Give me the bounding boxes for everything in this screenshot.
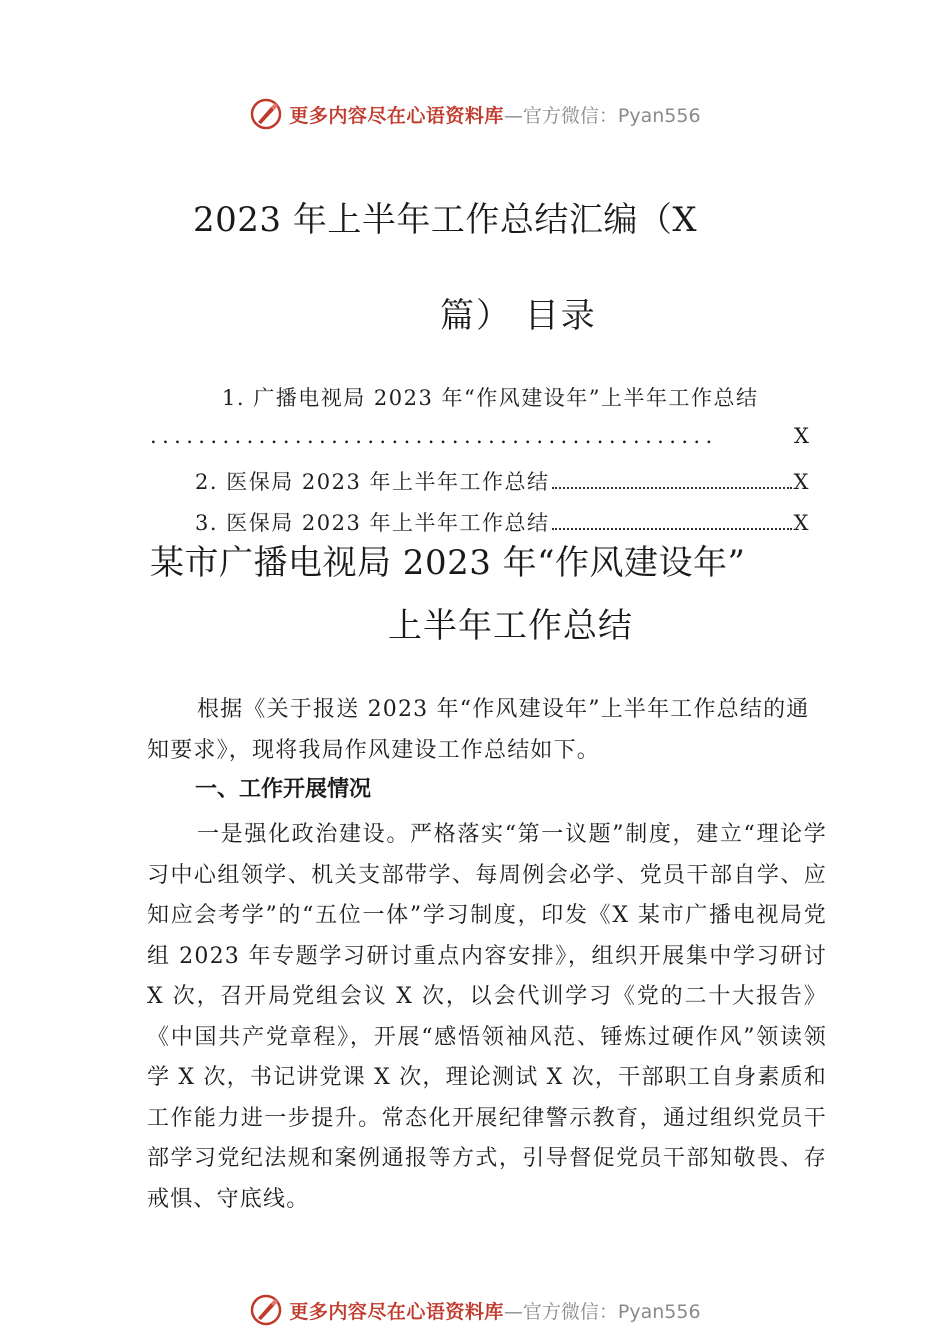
watermark-red-text: 更多内容尽在心语资料库 [289,1300,504,1323]
paragraph-political-building: 一是强化政治建设。严格落实“第一议题”制度，建立“理论学习中心组领学、机关支部带学、每周例会必学、党员干部自学、应知应会考学”的“五位一体”学习制度，印发《X 某市广播电视局党组 2023 年专题学习研讨重点内容安排》，组织开展集中学习研讨 X 次，召开局党组会议 X 次，以会代训学习《党的二十大报告》《中国共产党章程》，开展“感悟领袖风范、锤炼过硬作风”领读领学 X 次，书记讲党课 X 次，理论测试 X 次，干部职工自身素质和工作能力进一步提升。常态化开展纪律警示教育，通过组织党员干部学习党纪法规和案例通报等方式，引导督促党员干部知敬畏、存戒惧、守底线。 [147,822,827,1212]
toc-item-1-leader: ............................................... [150,424,718,448]
section-heading-1: 一、工作开展情况 [195,777,372,802]
toc-item-3-label: 3. 医保局 2023 年上半年工作总结 [195,511,550,535]
watermark-gray-text: —官方微信：Pyan556 [503,1300,701,1323]
document-title-line1: 2023 年上半年工作总结汇编（X [193,200,698,240]
watermark-gray-text: —官方微信：Pyan556 [503,104,701,127]
toc-item-3-page: X [793,511,810,535]
toc-item-2-leader [552,487,792,489]
toc-item-2[interactable] [195,466,810,496]
toc-item-3-leader [552,528,792,530]
watermark-banner-top [0,94,950,134]
toc-item-2-label: 2. 医保局 2023 年上半年工作总结 [195,470,550,494]
document-title-line2: 篇） 目录 [440,296,597,336]
watermark-red-text: 更多内容尽在心语资料库 [289,104,504,127]
toc-item-1-page: X [794,424,809,448]
toc-item-1-label[interactable]: 1. 广播电视局 2023 年“作风建设年”上半年工作总结 [222,386,759,410]
pen-logo-icon [249,1293,283,1327]
toc-item-3[interactable] [195,507,810,537]
article-heading-line2: 上半年工作总结 [388,606,633,646]
toc-item-2-page: X [793,470,810,494]
article-heading-line1: 某市广播电视局 2023 年“作风建设年” [150,543,746,583]
paragraph-intro: 根据《关于报送 2023 年“作风建设年”上半年工作总结的通知要求》，现将我局作风建设工作总结如下。 [147,697,810,763]
watermark-banner-bottom [0,1290,950,1330]
pen-logo-icon [249,97,283,131]
